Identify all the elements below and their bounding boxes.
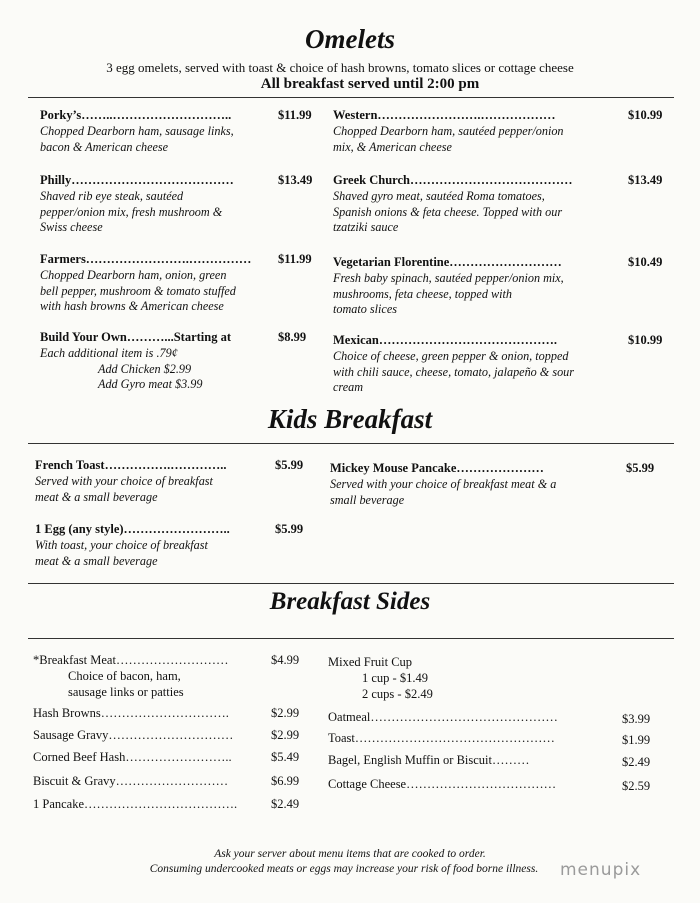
menu-item-description: bacon & American cheese bbox=[40, 139, 169, 154]
side-item-price: $2.49 bbox=[622, 755, 651, 769]
divider bbox=[28, 97, 674, 98]
kids-item-description: With toast, your choice of breakfast bbox=[35, 538, 208, 552]
menu-item-description: tomato slices bbox=[333, 302, 397, 316]
kids-item-price: $5.99 bbox=[626, 461, 655, 475]
menu-item-price: $13.49 bbox=[628, 173, 663, 187]
side-item-price: $2.49 bbox=[271, 797, 300, 811]
kids-item-description: Served with your choice of breakfast meat & a bbox=[330, 477, 557, 491]
menu-item-name: Farmers…………………….…………… bbox=[40, 252, 252, 266]
menu-item-description: Add Chicken $2.99 bbox=[98, 361, 192, 376]
sides-title: Breakfast Sides bbox=[269, 588, 431, 615]
menu-item-description: Add Gyro meat $3.99 bbox=[98, 377, 203, 391]
menu-item-description: cream bbox=[333, 380, 364, 394]
menu-item-price: $11.99 bbox=[278, 252, 312, 266]
side-item-price: $6.99 bbox=[271, 774, 300, 788]
divider bbox=[28, 638, 674, 639]
side-item-price: $5.49 bbox=[271, 750, 300, 764]
menu-item-description: Chopped Dearborn ham, onion, green bbox=[40, 268, 227, 282]
footer-line-1: Ask your server about menu items that are cooked to order. bbox=[214, 848, 486, 860]
side-item-name: Cottage Cheese……………………………… bbox=[328, 777, 557, 791]
side-item-name: Hash Browns…………………………. bbox=[33, 706, 229, 720]
menu-item-description: with hash browns & American cheese bbox=[40, 299, 224, 313]
kids-item-description: Served with your choice of breakfast bbox=[35, 474, 213, 488]
menu-item-price: $10.99 bbox=[628, 108, 663, 122]
menu-item-description: mushrooms, feta cheese, topped with bbox=[333, 286, 512, 301]
menu-item-description: Each additional item is .79¢ bbox=[40, 346, 178, 360]
menu-item-name: Mexican……………………………………. bbox=[333, 333, 557, 347]
side-item-detail: sausage links or patties bbox=[68, 685, 184, 699]
menu-item-price: $10.49 bbox=[628, 255, 663, 269]
menu-item-description: Fresh baby spinach, sautéed pepper/onion mix, bbox=[333, 271, 564, 285]
menu-item-price: $13.49 bbox=[278, 173, 313, 187]
side-item-detail: 2 cups - $2.49 bbox=[362, 687, 433, 701]
menu-item-price: $8.99 bbox=[278, 330, 307, 344]
side-item-price: $2.99 bbox=[271, 728, 300, 742]
divider bbox=[28, 443, 674, 444]
menu-item-name: Western…………………….……………… bbox=[333, 108, 556, 122]
side-item-price: $3.99 bbox=[622, 712, 651, 726]
kids-title: Kids Breakfast bbox=[267, 404, 433, 434]
kids-item-price: $5.99 bbox=[275, 458, 304, 472]
menu-item-name: Porky’s……..……………………….. bbox=[40, 108, 232, 122]
kids-item-name: 1 Egg (any style)…………………….. bbox=[35, 522, 230, 536]
menu-item-description: Spanish onions & feta cheese. Topped with our bbox=[333, 204, 563, 219]
omelets-title: Omelets bbox=[305, 24, 395, 54]
side-item-name: Bagel, English Muffin or Biscuit……… bbox=[328, 753, 530, 767]
divider bbox=[28, 583, 674, 584]
menu-item-description: mix, & American cheese bbox=[333, 139, 452, 154]
side-item-price: $4.99 bbox=[271, 653, 300, 667]
kids-item-price: $5.99 bbox=[275, 522, 304, 536]
side-item-detail: 1 cup - $1.49 bbox=[362, 671, 428, 685]
side-item-name: Sausage Gravy………………………… bbox=[33, 728, 234, 742]
side-item-name: *Breakfast Meat……………………… bbox=[33, 653, 229, 667]
side-item-name: Biscuit & Gravy……………………… bbox=[33, 774, 229, 788]
menu-item-description: with chili sauce, cheese, tomato, jalapeño & sour bbox=[333, 364, 575, 379]
kids-item-description: small beverage bbox=[330, 493, 405, 507]
breakfast-hours-note: All breakfast served until 2:00 pm bbox=[260, 76, 480, 92]
side-item-name: 1 Pancake………………………………. bbox=[33, 797, 238, 811]
menu-item-description: Chopped Dearborn ham, sausage links, bbox=[40, 124, 234, 138]
menu-item-price: $10.99 bbox=[628, 333, 663, 347]
menu-item-name: Philly………………………………… bbox=[40, 173, 234, 187]
menu-item-name: Greek Church………………………………… bbox=[333, 173, 573, 187]
menu-item-description: tzatziki sauce bbox=[333, 220, 399, 234]
side-item-detail: Choice of bacon, ham, bbox=[68, 669, 181, 683]
side-item-name: Toast………………………………………… bbox=[328, 731, 555, 745]
side-item-name: Mixed Fruit Cup bbox=[328, 655, 413, 669]
kids-item-description: meat & a small beverage bbox=[35, 490, 158, 504]
side-item-name: Corned Beef Hash…………………….. bbox=[33, 750, 232, 764]
menu-item-name: Build Your Own………...Starting at bbox=[40, 330, 232, 344]
side-item-name: Oatmeal……………………………………… bbox=[328, 710, 558, 724]
side-item-price: $1.99 bbox=[622, 733, 651, 747]
menu-item-name: Vegetarian Florentine……………………… bbox=[333, 255, 562, 269]
menu-item-description: Swiss cheese bbox=[40, 220, 103, 234]
menu-item-description: Shaved gyro meat, sautéed Roma tomatoes, bbox=[333, 189, 545, 203]
watermark-logo: menupix bbox=[560, 860, 642, 880]
omelets-subtitle: 3 egg omelets, served with toast & choice of hash browns, tomato slices or cottage cheese bbox=[106, 60, 574, 75]
kids-item-description: meat & a small beverage bbox=[35, 554, 158, 568]
menu-item-price: $11.99 bbox=[278, 108, 312, 122]
side-item-price: $2.99 bbox=[271, 706, 300, 720]
menu-item-description: Choice of cheese, green pepper & onion, topped bbox=[333, 349, 569, 363]
menu-item-description: pepper/onion mix, fresh mushroom & bbox=[40, 204, 223, 219]
footer-line-2: Consuming undercooked meats or eggs may increase your risk of food borne illness. bbox=[149, 863, 539, 875]
menu-item-description: bell pepper, mushroom & tomato stuffed bbox=[40, 283, 236, 298]
kids-item-name: Mickey Mouse Pancake………………… bbox=[330, 461, 544, 475]
menu-item-description: Shaved rib eye steak, sautéed bbox=[40, 189, 184, 203]
side-item-price: $2.59 bbox=[622, 779, 651, 793]
kids-item-name: French Toast…………….………….. bbox=[35, 458, 227, 472]
menu-item-description: Chopped Dearborn ham, sautéed pepper/onion bbox=[333, 124, 564, 138]
